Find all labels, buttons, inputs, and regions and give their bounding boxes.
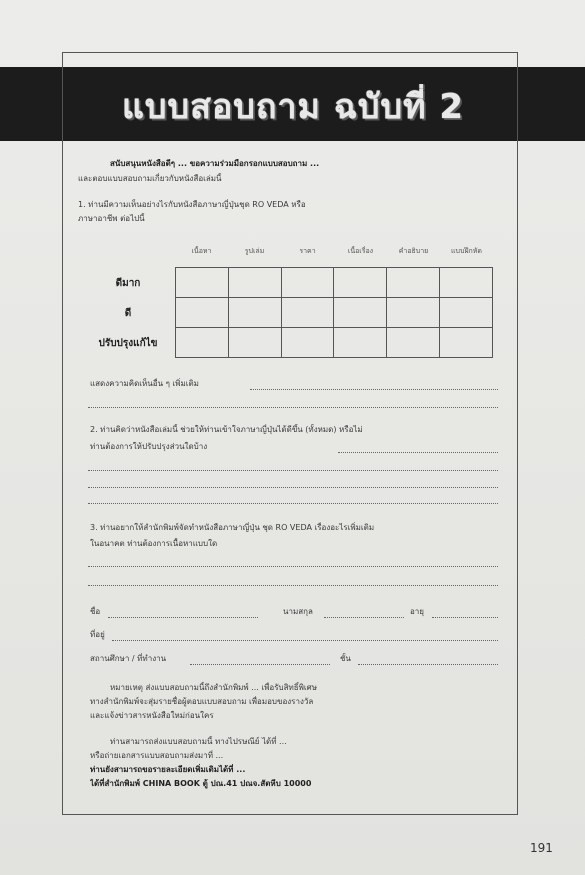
rating-checkbox[interactable]	[387, 268, 440, 298]
grade-label: ชั้น	[340, 654, 351, 663]
page-title: แบบสอบถาม ฉบับที่ 2	[122, 87, 464, 127]
address-field[interactable]	[112, 640, 498, 641]
question-1-line-1: 1. ท่านมีความเห็นอย่างไรกับหนังสือภาษาญี่ปุ่นชุด RO VEDA หรือ	[78, 200, 306, 209]
rating-column-header: เนื้อเรื่อง	[347, 247, 374, 255]
rating-row-label: ปรับปรุงแก้ไข	[98, 338, 158, 349]
other-comments-line[interactable]	[250, 389, 498, 390]
answer-line[interactable]	[88, 503, 498, 504]
rating-row-label: ดีมาก	[115, 278, 141, 289]
page-number: 191	[530, 841, 553, 855]
age-field[interactable]	[432, 617, 498, 618]
surname-label: นามสกุล	[283, 607, 313, 616]
intro-line-2: และตอบแบบสอบถามเกี่ยวกับหนังสือเล่มนี้	[78, 174, 222, 183]
rating-checkbox[interactable]	[440, 268, 493, 298]
address-label: ที่อยู่	[90, 630, 105, 639]
answer-line[interactable]	[88, 566, 498, 567]
rating-checkbox[interactable]	[334, 298, 387, 328]
rating-grid	[175, 267, 493, 358]
rating-checkbox[interactable]	[228, 298, 281, 328]
question-1-line-2: ภาษาอาชีพ ต่อไปนี้	[78, 214, 145, 223]
rating-column-header: ราคา	[299, 247, 316, 255]
note-2-line-3: ท่านยังสามารถขอรายละเอียดเพิ่มเติมได้ที่ ...	[90, 765, 246, 774]
rating-checkbox[interactable]	[281, 328, 334, 358]
rating-grid-row	[176, 328, 493, 358]
note-1-line-2: ทางสำนักพิมพ์จะสุ่มรายชื่อผู้ตอบแบบสอบถาม เพื่อมอบของรางวัล	[90, 697, 314, 706]
rating-column-header: คำอธิบาย	[398, 247, 429, 255]
rating-checkbox[interactable]	[440, 298, 493, 328]
rating-checkbox[interactable]	[176, 268, 229, 298]
rating-checkbox[interactable]	[334, 328, 387, 358]
note-2-line-2: หรือถ่ายเอกสารแบบสอบถามส่งมาที่ ...	[90, 751, 224, 760]
note-2-line-1: ท่านสามารถส่งแบบสอบถามนี้ ทางไปรษณีย์ ได้ที่ ...	[110, 737, 287, 746]
rating-column-header: รูปเล่ม	[244, 247, 265, 255]
school-label: สถานศึกษา / ที่ทำงาน	[90, 654, 167, 663]
grade-field[interactable]	[358, 664, 498, 665]
note-1-line-3: และแจ้งข่าวสารหนังสือใหม่ก่อนใคร	[90, 711, 214, 720]
rating-column-header: เนื้อหา	[191, 247, 212, 255]
answer-line[interactable]	[88, 470, 498, 471]
question-2-line-1: 2. ท่านคิดว่าหนังสือเล่มนี้ ช่วยให้ท่านเข้าใจภาษาญี่ปุ่นได้ดีขึ้น (ทั้งหมด) หรือไม่	[90, 425, 363, 434]
question-3-line-2: ในอนาคต ท่านต้องการเนื้อหาแบบใด	[90, 539, 218, 548]
answer-line[interactable]	[88, 487, 498, 488]
rating-checkbox[interactable]	[387, 328, 440, 358]
surname-field[interactable]	[324, 617, 404, 618]
rating-checkbox[interactable]	[334, 268, 387, 298]
other-comments-line[interactable]	[88, 407, 498, 408]
question-2-line-2: ท่านต้องการให้ปรับปรุงส่วนใดบ้าง	[90, 442, 208, 451]
rating-checkbox[interactable]	[387, 298, 440, 328]
note-1-line-1: หมายเหตุ ส่งแบบสอบถามนี้ถึงสำนักพิมพ์ ... เพื่อรับสิทธิ์พิเศษ	[110, 683, 317, 692]
rating-row-label: ดี	[124, 308, 132, 319]
rating-grid-row	[176, 298, 493, 328]
answer-line[interactable]	[88, 585, 498, 586]
rating-checkbox[interactable]	[176, 298, 229, 328]
name-label: ชื่อ	[90, 607, 101, 616]
school-field[interactable]	[190, 664, 330, 665]
name-field[interactable]	[108, 617, 258, 618]
question-3-line-1: 3. ท่านอยากให้สำนักพิมพ์จัดทำหนังสือภาษาญี่ปุ่น ชุด RO VEDA เรื่องอะไรเพิ่มเติม	[90, 523, 375, 532]
note-2-line-4: ได้ที่สำนักพิมพ์ CHINA BOOK ตู้ ปณ.41 ปณจ.สัตหีบ 10000	[90, 779, 312, 788]
rating-grid-row	[176, 268, 493, 298]
rating-checkbox[interactable]	[176, 328, 229, 358]
rating-column-header: แบบฝึกหัด	[451, 247, 482, 255]
rating-checkbox[interactable]	[281, 268, 334, 298]
rating-checkbox[interactable]	[228, 268, 281, 298]
rating-checkbox[interactable]	[228, 328, 281, 358]
rating-checkbox[interactable]	[281, 298, 334, 328]
age-label: อายุ	[410, 607, 424, 616]
intro-line-1: สนับสนุนหนังสือดีๆ ... ขอความร่วมมือกรอกแบบสอบถาม ...	[110, 159, 320, 168]
rating-checkbox[interactable]	[440, 328, 493, 358]
answer-line[interactable]	[338, 452, 498, 453]
other-comments-label: แสดงความคิดเห็นอื่น ๆ เพิ่มเติม	[90, 379, 199, 388]
